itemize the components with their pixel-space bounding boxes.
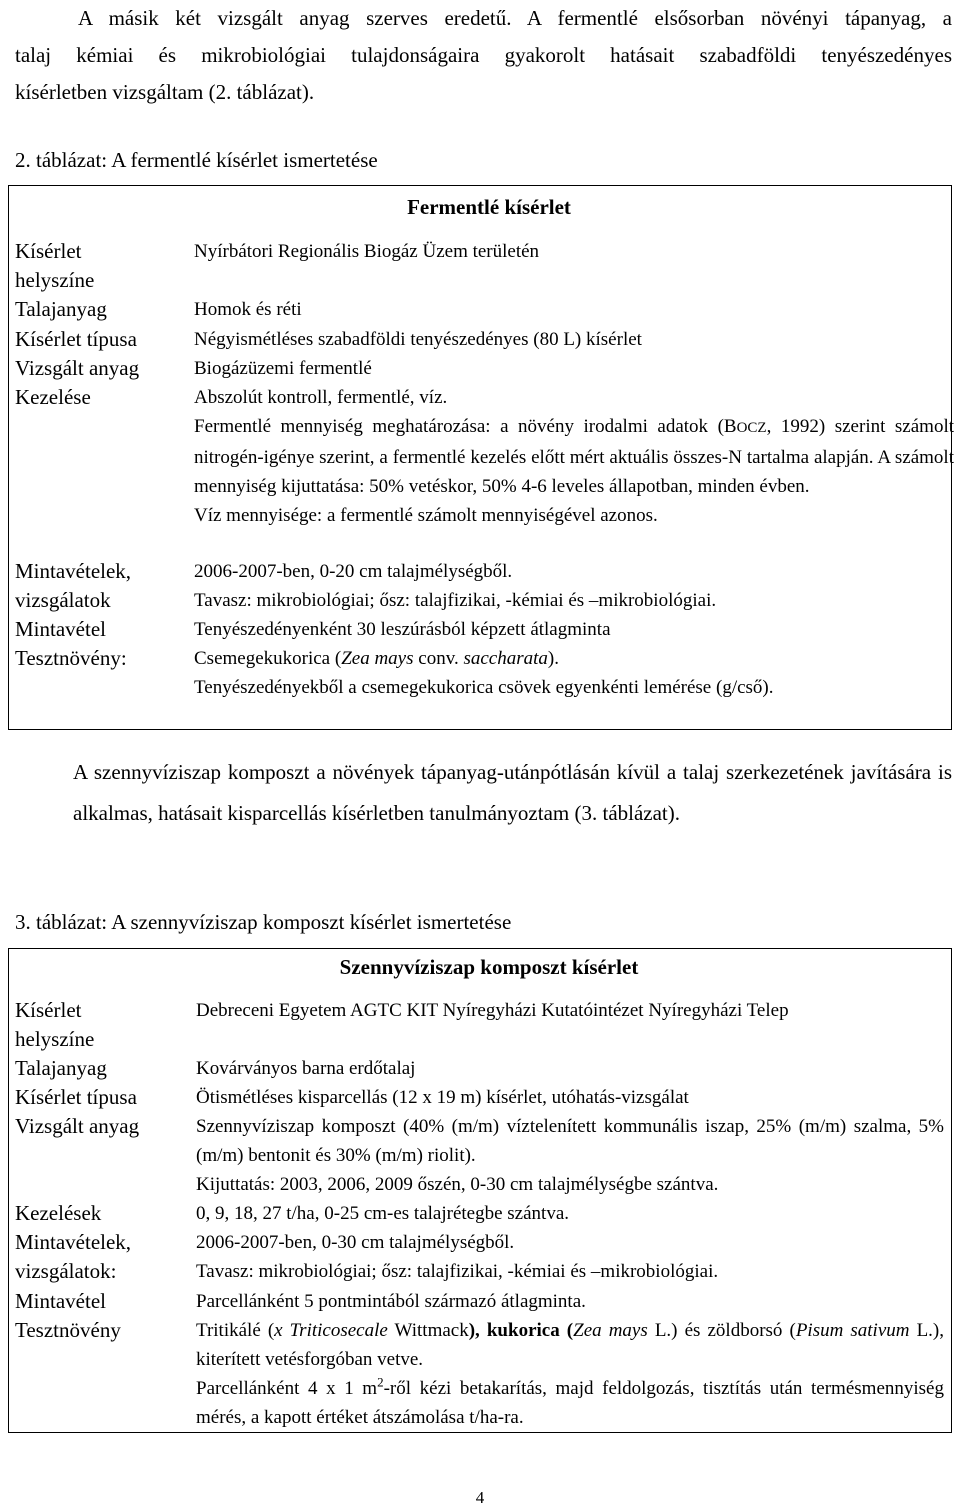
text-span: Parcellánként 4 x 1 m — [196, 1378, 378, 1399]
superscript: 2 — [377, 1374, 384, 1390]
row-label-line: Mintavételek, — [15, 1230, 132, 1254]
row-label — [15, 996, 185, 1053]
row-label: Kezelése — [15, 385, 91, 409]
row-label: Mintavétel — [15, 1289, 106, 1313]
row-label-line: helyszíne — [15, 267, 95, 292]
row-value — [196, 1228, 944, 1286]
text-span: Csemegekukorica ( — [194, 648, 342, 669]
row-value: Nyírbátori Regionális Biogáz Üzem területén — [194, 241, 540, 262]
row-value-line: Szennyvíziszap komposzt (40% (m/m) víztelenített kommunális iszap, 25% (m/m) szalma, 5% (m/m) bentonit és 30% (m/m) riolit). — [196, 1116, 944, 1166]
row-label: Vizsgált anyag — [15, 356, 140, 380]
row-label: Talajanyag — [15, 1056, 107, 1080]
row-value-line: Kijuttatás: 2003, 2006, 2009 őszén, 0-30 cm talajmélységbe szántva. — [196, 1174, 719, 1195]
row-value — [196, 1112, 944, 1199]
row-label-line: vizsgálatok — [15, 587, 111, 612]
row-value-line — [196, 1374, 944, 1432]
row-value: Négyismétléses szabadföldi tenyészedényes (80 L) kísérlet — [194, 329, 642, 350]
table3-header: Szennyvíziszap komposzt kísérlet — [339, 955, 639, 979]
intro-paragraph — [15, 0, 952, 111]
row-label-line: helyszíne — [15, 1026, 95, 1051]
row-value-line: Abszolút kontroll, fermentlé, víz. — [194, 387, 448, 408]
row-value-line — [196, 1316, 944, 1374]
row-value: Biogázüzemi fermentlé — [194, 358, 372, 379]
row-label-line: vizsgálatok: — [15, 1258, 117, 1283]
row-value-line: Víz mennyisége: a fermentlé számolt mennyiségével azonos. — [194, 505, 658, 526]
row-label: Vizsgált anyag — [15, 1114, 140, 1138]
row-value: 0, 9, 18, 27 t/ha, 0-25 cm-es talajrétegbe szántva. — [196, 1203, 570, 1224]
table3 — [8, 948, 952, 1433]
row-value-line: Tavasz: mikrobiológiai; ősz: talajfizikai, -kémiai és –mikrobiológiai. — [196, 1261, 719, 1282]
row-label-line: Kísérlet — [15, 239, 82, 263]
text-span: Tritikálé ( — [196, 1320, 275, 1341]
row-label — [15, 1228, 185, 1285]
row-value-line — [194, 412, 954, 501]
row-value — [194, 644, 954, 702]
row-value: Kovárványos barna erdőtalaj — [196, 1058, 416, 1079]
row-label-line: Kísérlet — [15, 998, 82, 1022]
text-span: , 1992) szerint számolt nitrogén-igénye szerint, a fermentlé kezelés előtt mért aktuális összes-N tartalma alapján. A számolt mennyiség kijuttatása: 50% vetéskor, 50% 4-6 leveles állapotban, minden évben. — [194, 416, 954, 497]
row-label: Mintavétel — [15, 617, 106, 641]
intro-line-1: A másik két vizsgált anyag szerves eredetű. A fermentlé elsősorban növényi tápanyag, a — [78, 6, 952, 30]
text-span: L.) és zöldborsó ( — [647, 1320, 796, 1341]
row-value: Parcellánként 5 pontmintából származó átlagminta. — [196, 1291, 586, 1312]
species-name: Pisum sativum — [795, 1320, 910, 1341]
row-value: Debreceni Egyetem AGTC KIT Nyíregyházi Kutatóintézet Nyíregyházi Telep — [196, 1000, 789, 1021]
row-value-line: 2006-2007-ben, 0-30 cm talajmélységből. — [196, 1232, 515, 1253]
author-smallcaps: OCZ — [736, 420, 767, 436]
row-value-line: 2006-2007-ben, 0-20 cm talajmélységből. — [194, 561, 513, 582]
row-value-line — [194, 644, 954, 673]
row-value — [196, 1316, 944, 1432]
species-name: Zea mays — [341, 648, 414, 669]
species-name: Zea mays — [573, 1320, 648, 1341]
intro-line-3: kísérletben vizsgáltam (2. táblázat). — [15, 80, 315, 104]
middle-paragraph — [15, 752, 952, 834]
table2-header: Fermentlé kísérlet — [407, 195, 571, 219]
row-label: Tesztnövény: — [15, 646, 127, 670]
text-span: Fermentlé mennyiség meghatározása: a növény irodalmi adatok (B — [194, 416, 737, 437]
species-name: x Triticosecale — [274, 1320, 388, 1341]
row-value: Ötismétléses kisparcellás (12 x 19 m) kísérlet, utóhatás-vizsgálat — [196, 1087, 689, 1108]
row-label: Kísérlet típusa — [15, 1085, 137, 1109]
text-span: -ről kézi betakarítás, majd feldolgozás, tisztítás után termésmennyiség mérés, a kapott értéket átszámolása t/ha-ra. — [196, 1378, 944, 1428]
row-label: Kezelések — [15, 1201, 102, 1225]
row-value — [194, 557, 954, 615]
text-span: ), kukorica ( — [468, 1320, 574, 1341]
variety-name: saccharata — [463, 648, 548, 669]
table3-caption: 3. táblázat: A szennyvíziszap komposzt kísérlet ismertetése — [15, 910, 512, 934]
row-value: Tenyészedényenként 30 leszúrásból képzett átlagminta — [194, 619, 611, 640]
intro-line-2: talaj kémiai és mikrobiológiai tulajdonságaira gyakorolt hatásait szabadföldi tenyészedényes — [15, 43, 952, 67]
row-value — [194, 383, 954, 530]
text-span: conv. — [413, 648, 464, 669]
text-span: ). — [547, 648, 559, 669]
row-label: Tesztnövény — [15, 1318, 121, 1342]
middle-paragraph-text: A szennyvíziszap komposzt a növények tápanyag-utánpótlásán kívül a talaj szerkezetének javítására is alkalmas, hatásait kisparcellás kísérletben tanulmányoztam (3. táblázat). — [73, 760, 952, 825]
row-value: Homok és réti — [194, 299, 302, 320]
page-number: 4 — [475, 1488, 485, 1507]
row-label-line: Mintavételek, — [15, 559, 132, 583]
text-span: Wittmack — [387, 1320, 469, 1341]
table2 — [8, 185, 952, 730]
row-label: Kísérlet típusa — [15, 327, 137, 351]
row-label — [15, 237, 185, 294]
text-span: L.), kiterített vetésforgóban vetve. — [196, 1320, 945, 1370]
row-label — [15, 557, 185, 614]
row-label: Talajanyag — [15, 297, 107, 321]
table2-caption: 2. táblázat: A fermentlé kísérlet ismertetése — [15, 148, 378, 172]
row-value-line: Tenyészedényekből a csemegekukorica csövek egyenkénti lemérése (g/cső). — [194, 677, 774, 698]
row-value-line: Tavasz: mikrobiológiai; ősz: talajfizikai, -kémiai és –mikrobiológiai. — [194, 590, 717, 611]
